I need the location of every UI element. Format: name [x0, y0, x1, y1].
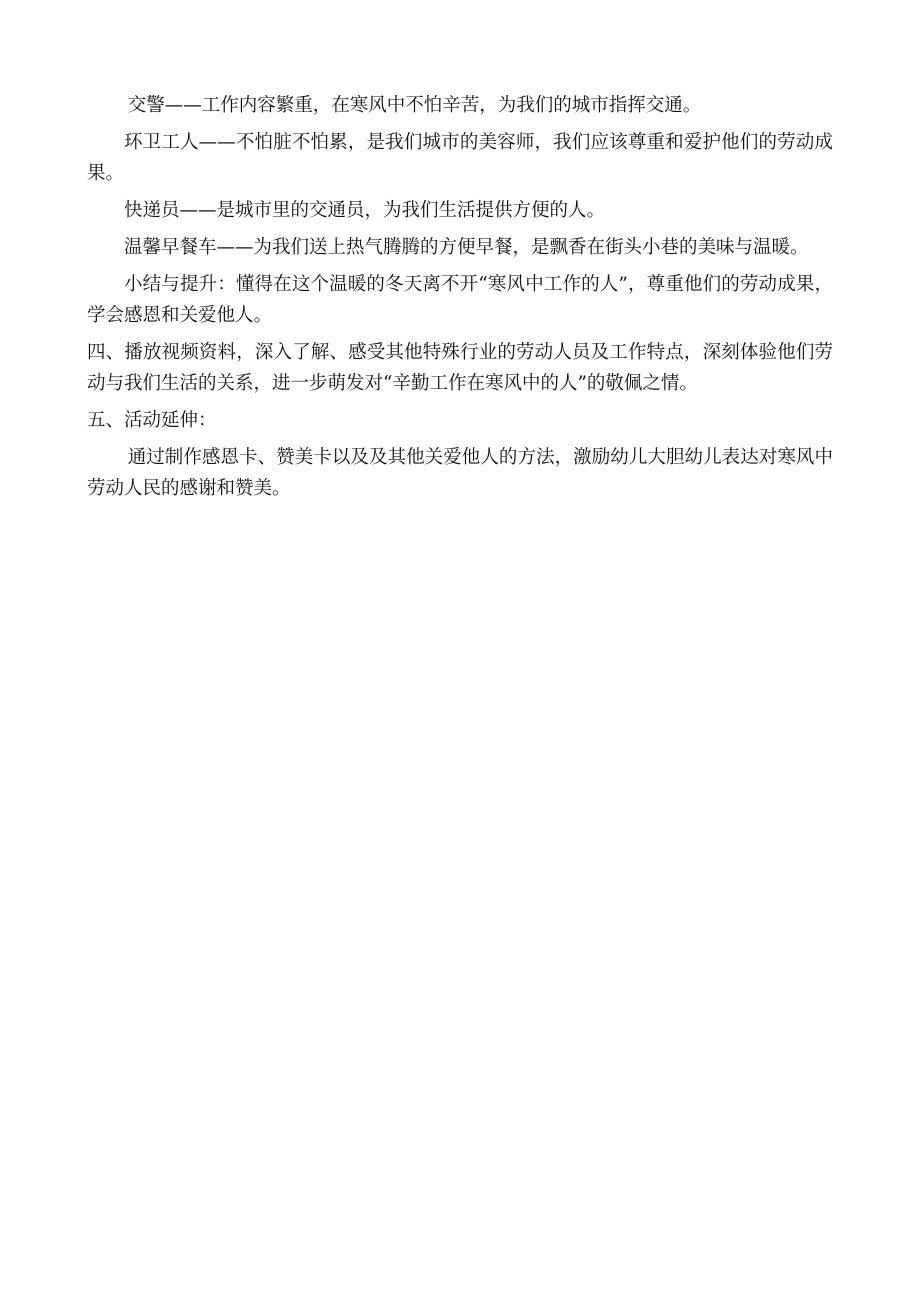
- paragraph-breakfast-cart: 温馨早餐车——为我们送上热气腾腾的方便早餐，是飘香在街头小巷的美味与温暖。: [124, 237, 809, 258]
- paragraph-summary: 小结与提升：懂得在这个温暖的冬天离不开“寒风中工作的人”，尊重他们的劳动成果，学会感恩和关爱他人。: [87, 274, 833, 326]
- document-body: [87, 90, 833, 510]
- section-five-heading: 五、活动延伸：: [87, 410, 217, 431]
- paragraph-traffic-police: 交警——工作内容繁重，在寒风中不怕辛苦，为我们的城市指挥交通。: [127, 95, 702, 116]
- paragraph-courier: 快递员——是城市里的交通员，为我们生活提供方便的人。: [124, 200, 606, 221]
- paragraph-extension: 通过制作感恩卡、赞美卡以及及其他关爱他人的方法，激励幼儿大胆幼儿表达对寒风中劳动人民的感谢和赞美。: [87, 447, 833, 499]
- paragraph-sanitation-workers: 环卫工人——不怕脏不怕累，是我们城市的美容师，我们应该尊重和爱护他们的劳动成果。: [87, 132, 833, 184]
- section-four-heading: 四、播放视频资料，深入了解、感受其他特殊行业的劳动人员及工作特点，深刻体验他们劳动与我们生活的关系，进一步萌发对“辛勤工作在寒风中的人”的敬佩之情。: [87, 342, 833, 394]
